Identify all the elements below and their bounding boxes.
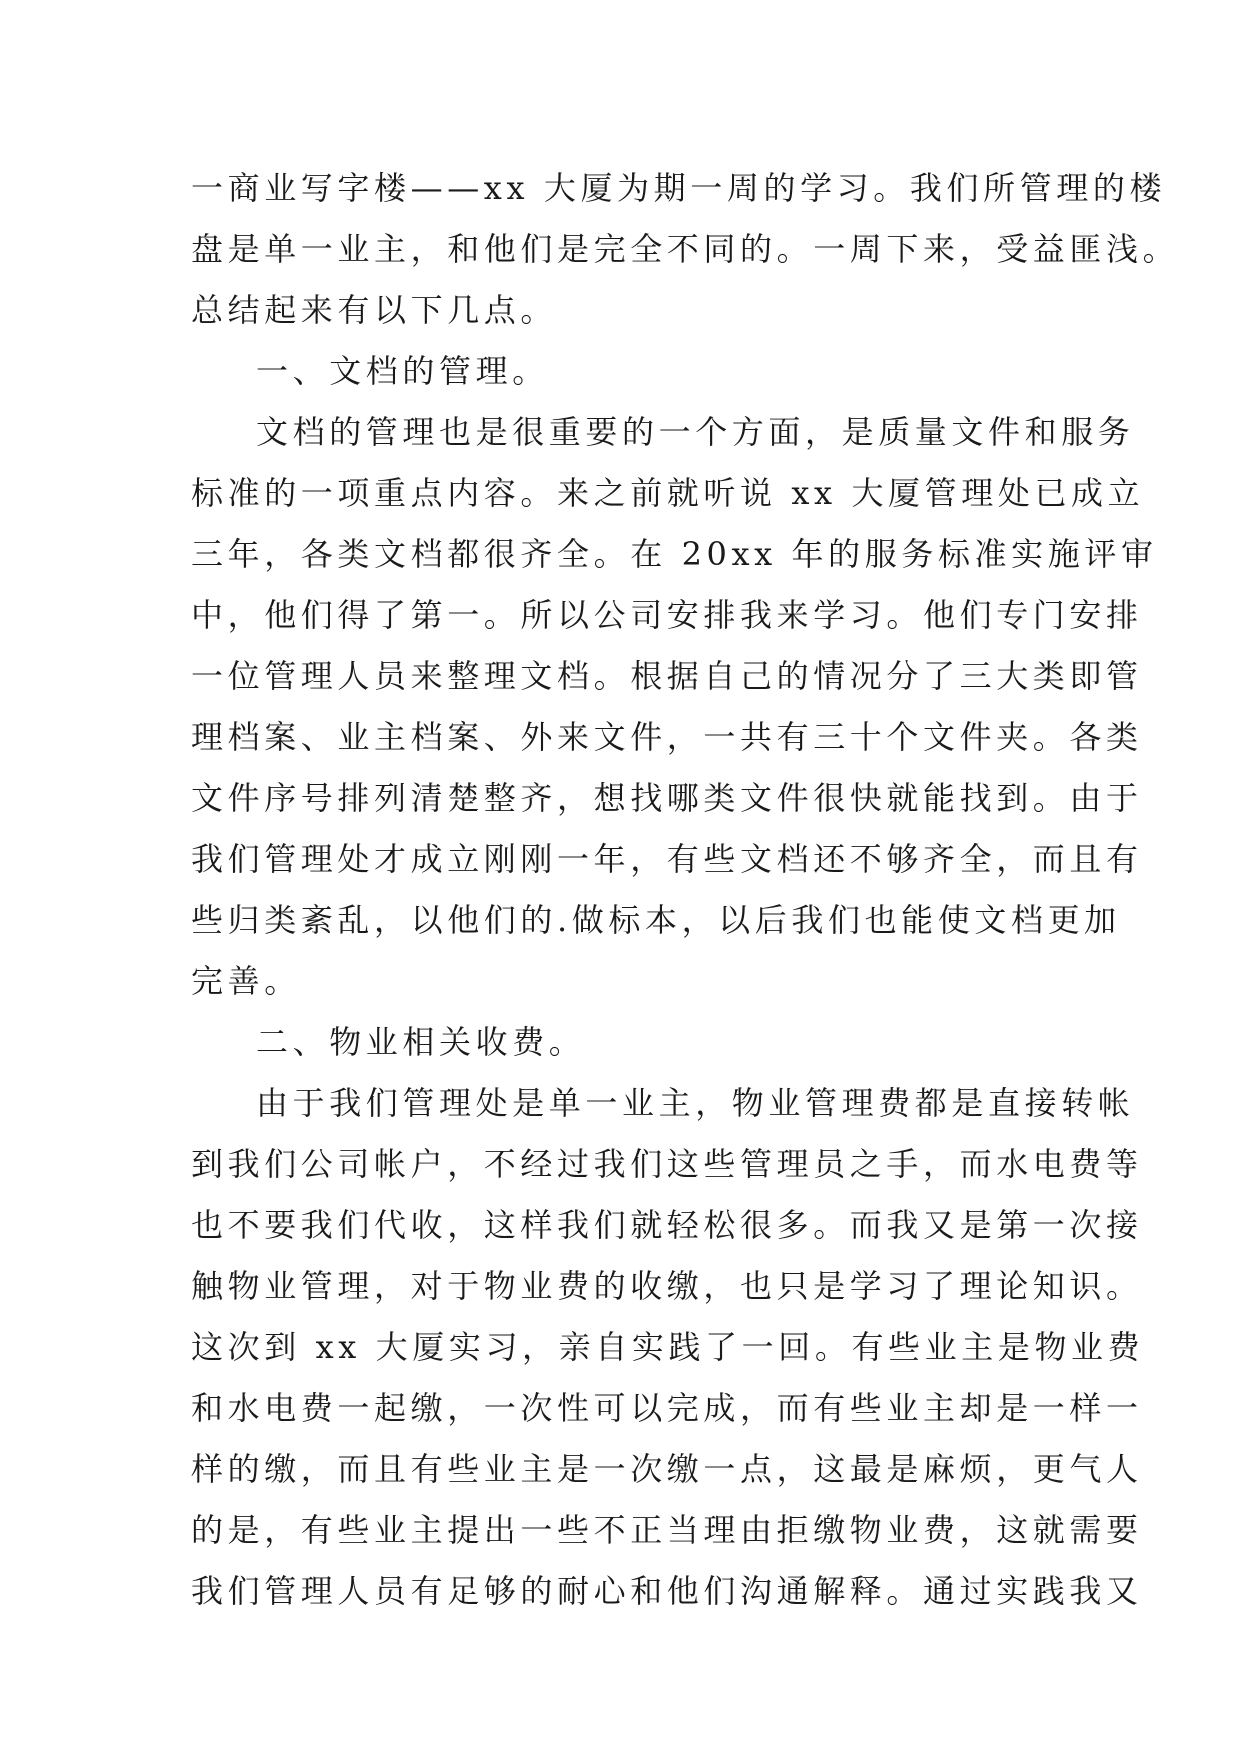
text-line: 我们管理处才成立刚刚一年，有些文档还不够齐全，而且有 [191,840,1143,878]
text-line: 到我们公司帐户，不经过我们这些管理员之手，而水电费等 [191,1145,1143,1183]
text-line: 触物业管理，对于物业费的收缴，也只是学习了理论知识。 [191,1267,1143,1305]
text-line: 也不要我们代收，这样我们就轻松很多。而我又是第一次接 [191,1206,1143,1244]
text-line: 一商业写字楼——xx 大厦为期一周的学习。我们所管理的楼 [191,169,1167,207]
text-line: 这次到 xx 大厦实习，亲自实践了一回。有些业主是物业费 [191,1328,1145,1366]
paragraph-first-line: 文档的管理也是很重要的一个方面，是质量文件和服务 [256,413,1135,451]
text-line: 完善。 [191,962,301,1000]
paragraph-first-line: 一、文档的管理。 [256,352,549,390]
text-line: 三年，各类文档都很齐全。在 20xx 年的服务标准实施评审 [191,535,1158,573]
paragraph-first-line: 由于我们管理处是单一业主，物业管理费都是直接转帐 [256,1084,1135,1122]
text-line: 我们管理人员有足够的耐心和他们沟通解释。通过实践我又 [191,1572,1143,1610]
text-line: 中，他们得了第一。所以公司安排我来学习。他们专门安排 [191,596,1143,634]
text-line: 一位管理人员来整理文档。根据自己的情况分了三大类即管 [191,657,1143,695]
text-line: 理档案、业主档案、外来文件，一共有三十个文件夹。各类 [191,718,1143,756]
paragraph-first-line: 二、物业相关收费。 [256,1023,586,1061]
text-line: 总结起来有以下几点。 [191,291,558,329]
text-line: 文件序号排列清楚整齐，想找哪类文件很快就能找到。由于 [191,779,1143,817]
text-line: 标准的一项重点内容。来之前就听说 xx 大厦管理处已成立 [191,474,1145,512]
text-line: 的是，有些业主提出一些不正当理由拒缴物业费，这就需要 [191,1511,1143,1549]
text-line: 盘是单一业主，和他们是完全不同的。一周下来，受益匪浅。 [191,230,1180,268]
document-body [191,158,1180,1622]
text-line: 样的缴，而且有些业主是一次缴一点，这最是麻烦，更气人 [191,1450,1143,1488]
text-line: 和水电费一起缴，一次性可以完成，而有些业主却是一样一 [191,1389,1143,1427]
text-line: 些归类紊乱，以他们的.做标本，以后我们也能使文档更加 [191,901,1121,939]
